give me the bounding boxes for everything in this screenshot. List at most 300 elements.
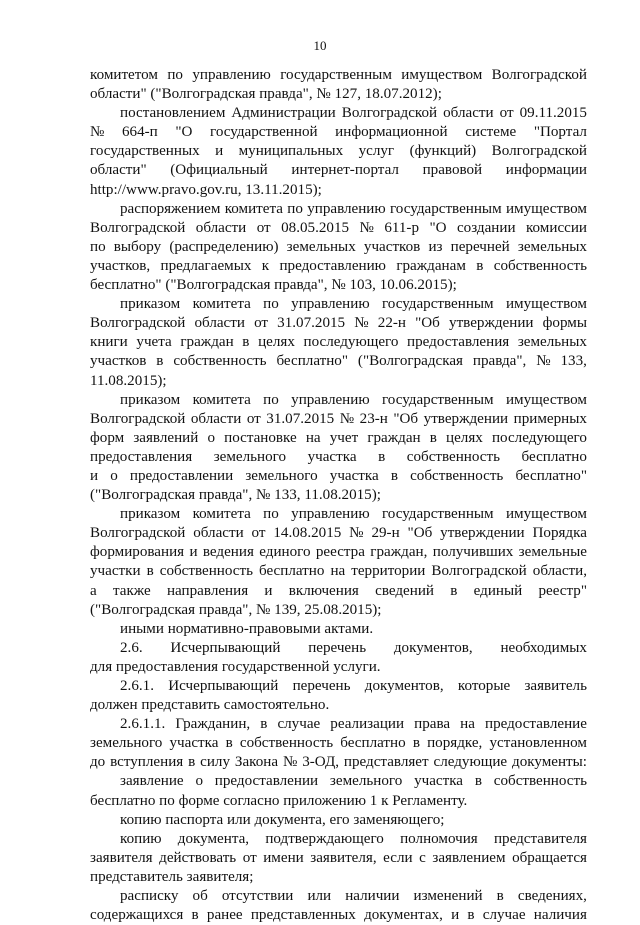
word: предоставление: [485, 716, 587, 733]
text-line: [90, 372, 587, 391]
word: и: [264, 582, 273, 599]
word: расписку: [120, 888, 179, 905]
word: о: [110, 467, 118, 484]
word: и: [451, 907, 460, 924]
word: Волгоградской: [341, 105, 438, 122]
word: если: [383, 849, 413, 866]
word: Волгоградской: [90, 525, 186, 542]
text-line: [90, 161, 587, 180]
word: перечень: [292, 678, 351, 694]
word: №: [536, 353, 551, 370]
text-line: [90, 620, 587, 639]
word: участка: [307, 448, 357, 465]
word: порядке,: [427, 735, 483, 752]
word: государственным: [280, 67, 392, 83]
word: по: [263, 296, 279, 313]
word: формирования: [90, 544, 185, 561]
word: Администрации: [231, 105, 336, 122]
word: наличии: [345, 888, 400, 905]
word: о: [207, 429, 215, 446]
text-line: [90, 543, 587, 562]
word: земельных: [517, 334, 587, 351]
word: гражданам: [396, 257, 466, 274]
word: 08.05.2015: [281, 219, 350, 236]
word: получивших: [432, 544, 514, 561]
word: граждан: [367, 429, 421, 446]
text-line: [90, 391, 587, 410]
word: единого: [259, 544, 311, 561]
word: утверждении: [423, 410, 509, 427]
text-line: [90, 429, 587, 448]
word: до: [90, 754, 106, 771]
word: последующего: [491, 429, 587, 446]
word: области,: [532, 563, 587, 580]
word: Исчерпывающий: [168, 678, 279, 694]
word: по: [287, 200, 303, 217]
word: в: [474, 773, 482, 790]
word: муниципальных: [238, 143, 344, 160]
word: постановлением: [120, 105, 226, 122]
word: "Об: [393, 410, 419, 427]
word: 664-п: [122, 124, 158, 141]
word: правда",: [472, 353, 527, 370]
word: обращается: [512, 849, 587, 866]
word: заявлений: [133, 429, 199, 446]
word: также: [112, 582, 151, 599]
word: изменений: [413, 888, 483, 905]
word: земельного: [329, 773, 403, 790]
text-line: [90, 85, 587, 104]
word: в: [156, 353, 164, 370]
word: "Об: [415, 315, 440, 332]
word: примерных: [513, 410, 587, 427]
word: собственность: [406, 448, 500, 465]
word: 133,: [560, 353, 587, 370]
word: имуществом: [505, 296, 587, 313]
word: копию: [120, 830, 162, 847]
word: участка: [169, 735, 219, 752]
word: в: [260, 716, 268, 733]
word: предоставления: [407, 334, 510, 351]
word: в: [146, 563, 154, 580]
word: земельных: [517, 238, 587, 255]
text-line: [90, 677, 587, 696]
word: ("Волгоградская правда", № 133, 11.08.2015);: [90, 487, 381, 504]
word: ("Волгоградская правда", № 139, 25.08.2015);: [90, 601, 382, 618]
text-line: [90, 257, 587, 276]
word: (распределению): [169, 238, 279, 255]
word: управлению: [291, 296, 370, 313]
word: информационной: [335, 124, 448, 141]
word: 09.11.2015: [519, 105, 587, 122]
text-line: [90, 601, 587, 620]
word: последующего: [303, 334, 399, 351]
word: содержащихся: [90, 907, 184, 924]
word: участка: [329, 467, 379, 484]
word: документов,: [364, 678, 444, 694]
word: от: [499, 105, 514, 122]
word: документа,: [177, 830, 250, 847]
word: распоряжением: [120, 200, 221, 217]
word: комитета: [224, 200, 283, 217]
text-line: [90, 352, 587, 371]
word: бесплатно": [276, 353, 349, 370]
word: следующие: [433, 754, 508, 771]
text-line: [90, 639, 587, 658]
word: целях: [258, 334, 295, 351]
word: Волгоградской: [90, 219, 186, 236]
word: собственность: [173, 353, 267, 370]
word: по: [263, 391, 279, 408]
word: ("Волгоградская: [357, 353, 463, 370]
word: земельного: [245, 467, 318, 484]
word: предоставлению: [279, 257, 386, 274]
word: 31.07.2015: [266, 410, 335, 427]
word: бесплатно": [515, 467, 587, 484]
text-line: [90, 314, 587, 333]
word: 23-н: [359, 410, 388, 427]
word: Закона: [234, 754, 279, 771]
word: с: [419, 849, 426, 866]
word: для предоставления государственной услуги.: [90, 658, 381, 675]
word: Волгоградской: [90, 410, 186, 427]
word: Гражданин,: [175, 716, 251, 733]
word: Исчерпывающий: [170, 639, 281, 656]
word: приказом: [120, 296, 181, 313]
word: предлагаемых: [160, 257, 252, 274]
word: комитетом: [90, 67, 158, 83]
word: книги: [90, 334, 128, 351]
word: 31.07.2015: [277, 315, 346, 332]
word: бесплатно" ("Волгоградская правда", № 103, 10.06.2015);: [90, 277, 457, 294]
text-line: [90, 524, 587, 543]
word: граждан,: [370, 544, 428, 561]
word: заявителя,: [310, 849, 377, 866]
word: бесплатно: [521, 448, 587, 465]
word: на: [330, 563, 346, 580]
text-line: [90, 505, 587, 524]
word: услуг: [358, 143, 395, 160]
text-line: [90, 238, 587, 257]
word: реестр": [538, 582, 587, 599]
word: в: [412, 735, 420, 752]
word: силу: [200, 754, 230, 771]
word: (Официальный: [170, 162, 268, 179]
word: №: [282, 754, 298, 771]
word: от: [246, 410, 261, 427]
word: области: [443, 105, 494, 122]
word: участков: [363, 238, 421, 255]
word: должен представить самостоятельно.: [90, 697, 330, 714]
word: сведениях,: [517, 888, 587, 905]
word: перечней: [450, 238, 510, 255]
word: в: [242, 334, 250, 351]
word: документов,: [393, 639, 473, 656]
word: отсутствии: [221, 888, 294, 905]
word: документы:: [512, 754, 587, 771]
word: и: [189, 544, 198, 561]
word: управлению: [307, 200, 386, 217]
word: http://www.pravo.gov.ru, 13.11.2015);: [90, 181, 322, 198]
text-line: [90, 200, 587, 219]
text-line: [90, 448, 587, 467]
word: №: [339, 410, 355, 427]
word: государственной: [210, 124, 318, 141]
word: имени: [263, 849, 304, 866]
word: реестра: [315, 544, 365, 561]
word: информации: [505, 162, 587, 179]
word: бесплатно: [340, 735, 406, 752]
word: "Портал: [533, 124, 587, 141]
word: бесплатно по форме согласно приложению 1 к Регламенту.: [90, 792, 468, 809]
text-line: [90, 849, 587, 868]
word: (функций): [409, 143, 477, 160]
word: предоставлении: [129, 467, 234, 484]
word: имуществом: [505, 506, 587, 523]
word: 2.6.1.: [120, 678, 154, 694]
word: интернет-портал: [291, 162, 399, 179]
word: по: [90, 238, 106, 255]
word: имуществом: [505, 391, 587, 408]
word: собственность: [159, 563, 253, 580]
word: заявлением: [432, 849, 506, 866]
word: форм: [90, 429, 125, 446]
text-line: [90, 792, 587, 811]
text-line: [90, 582, 587, 601]
word: собственность: [493, 773, 587, 790]
word: предоставлении: [214, 773, 319, 790]
word: копию паспорта или документа, его заменяющего;: [120, 811, 445, 828]
text-line: [90, 276, 587, 295]
word: по: [167, 67, 183, 83]
word: 2.6.1.1.: [120, 716, 166, 733]
text-line: [90, 219, 587, 238]
word: №: [359, 219, 374, 236]
word: в: [378, 448, 386, 465]
word: по: [263, 506, 279, 523]
text-line: [90, 66, 587, 85]
word: в: [429, 429, 437, 446]
word: случае: [482, 907, 526, 924]
word: управлению: [192, 67, 271, 83]
word: учет: [329, 429, 359, 446]
word: от: [254, 315, 269, 332]
word: заявление: [120, 773, 184, 790]
word: государственных: [90, 143, 200, 160]
word: государственным: [381, 506, 494, 523]
word: и: [215, 143, 224, 160]
word: области: [190, 410, 242, 427]
word: утверждении: [449, 315, 534, 332]
word: участков,: [90, 257, 151, 274]
text-line: [90, 333, 587, 352]
text-line: [90, 123, 587, 142]
word: комитета: [192, 391, 251, 408]
word: целях: [446, 429, 483, 446]
word: представителя: [493, 830, 587, 847]
word: "О: [175, 124, 193, 141]
text-line: [90, 658, 587, 677]
word: области: [195, 219, 247, 236]
text-line: [90, 772, 587, 791]
word: постановке: [224, 429, 297, 446]
word: включения: [288, 582, 359, 599]
word: собственность: [410, 467, 504, 484]
word: документах,: [364, 907, 443, 924]
word: ведения: [202, 544, 254, 561]
word: подтверждающего: [265, 830, 384, 847]
word: в: [188, 754, 196, 771]
word: государственным: [381, 391, 494, 408]
word: комитета: [192, 506, 251, 523]
word: установленном: [489, 735, 587, 752]
word: участков: [90, 353, 147, 370]
word: 2.6.: [120, 639, 143, 656]
word: реализации: [330, 716, 405, 733]
word: земельного: [213, 448, 287, 465]
text-line: [90, 715, 587, 734]
word: правовой: [422, 162, 483, 179]
word: утверждении: [440, 525, 525, 542]
word: от: [251, 525, 266, 542]
text-line: [90, 142, 587, 161]
word: вступления: [110, 754, 184, 771]
word: и: [90, 467, 99, 484]
word: от: [242, 849, 257, 866]
word: в: [467, 907, 475, 924]
text-line: [90, 887, 587, 906]
word: участка: [414, 773, 463, 790]
word: 3-ОД,: [302, 754, 340, 771]
word: 11.08.2015);: [90, 372, 167, 389]
text-line: [90, 811, 587, 830]
word: направления: [166, 582, 249, 599]
word: на: [460, 716, 475, 733]
text-line: [90, 696, 587, 715]
text-line: [90, 467, 587, 486]
word: области": [90, 162, 147, 179]
word: представитель заявителя;: [90, 868, 254, 885]
word: в: [476, 257, 484, 274]
word: права: [414, 716, 451, 733]
word: к: [261, 257, 270, 274]
word: Порядка: [532, 525, 587, 542]
text-line: [90, 830, 587, 849]
word: Волгоградской: [431, 563, 527, 580]
text-line: [90, 868, 587, 887]
word: "О: [429, 219, 447, 236]
word: действовать: [159, 849, 237, 866]
word: управлению: [291, 391, 370, 408]
word: ранее: [206, 907, 243, 924]
word: которые: [457, 678, 511, 694]
word: бесплатно: [259, 563, 325, 580]
word: на: [305, 429, 321, 446]
word: иными нормативно-правовыми актами.: [120, 620, 374, 637]
word: о: [195, 773, 203, 790]
word: 14.08.2015: [273, 525, 342, 542]
word: граждан: [180, 334, 234, 351]
text-line: [90, 562, 587, 581]
text-line: [90, 906, 587, 925]
word: участки: [90, 563, 141, 580]
word: земельных: [286, 238, 356, 255]
word: в: [225, 735, 233, 752]
word: случае: [277, 716, 321, 733]
text-line: [90, 181, 587, 200]
text-line: [90, 734, 587, 753]
word: представляет: [343, 754, 429, 771]
word: в: [496, 888, 504, 905]
word: об: [192, 888, 208, 905]
word: государственным: [389, 200, 502, 217]
word: из: [428, 238, 443, 255]
word: наличия: [533, 907, 587, 924]
text-line: [90, 486, 587, 505]
word: полномочия: [400, 830, 478, 847]
word: управлению: [291, 506, 370, 523]
word: области: [194, 315, 245, 332]
word: Волгоградской: [90, 315, 186, 332]
word: №: [349, 525, 364, 542]
word: представленных: [250, 907, 356, 924]
word: 29-н: [371, 525, 400, 542]
word: комитета: [192, 296, 251, 313]
word: собственность: [239, 735, 334, 752]
word: государственным: [381, 296, 494, 313]
word: земельного: [90, 735, 163, 752]
word: области: [193, 525, 244, 542]
word: заявитель: [524, 678, 587, 694]
word: Волгоградской: [491, 67, 587, 83]
word: №: [90, 124, 105, 141]
document-body: [90, 66, 587, 925]
word: единый: [473, 582, 523, 599]
word: земельные: [518, 544, 587, 561]
word: имуществом: [401, 67, 483, 83]
word: в: [450, 582, 458, 599]
word: учета: [136, 334, 172, 351]
word: от: [256, 219, 271, 236]
word: Волгоградской: [491, 143, 587, 160]
word: необходимых: [500, 639, 587, 656]
word: имуществом: [505, 200, 587, 217]
word: в: [191, 907, 199, 924]
word: сведений: [375, 582, 434, 599]
word: системе: [465, 124, 517, 141]
text-line: [90, 753, 587, 772]
text-line: [90, 295, 587, 314]
text-line: [90, 410, 587, 429]
word: 611-р: [384, 219, 419, 236]
word: перечень: [308, 639, 367, 656]
word: приказом: [120, 506, 181, 523]
word: в: [390, 467, 398, 484]
page-number: 10: [313, 38, 327, 53]
word: №: [354, 315, 369, 332]
word: или: [307, 888, 332, 905]
word: заявителя: [90, 849, 153, 866]
text-line: [90, 104, 587, 123]
word: территории: [351, 563, 426, 580]
word: "Об: [407, 525, 433, 542]
word: а: [90, 582, 97, 599]
word: формы: [542, 315, 587, 332]
word: приказом: [120, 391, 181, 408]
word: области" ("Волгоградская правда", № 127, 18.07.2012);: [90, 86, 442, 103]
word: 22-н: [377, 315, 406, 332]
word: предоставления: [90, 448, 193, 465]
